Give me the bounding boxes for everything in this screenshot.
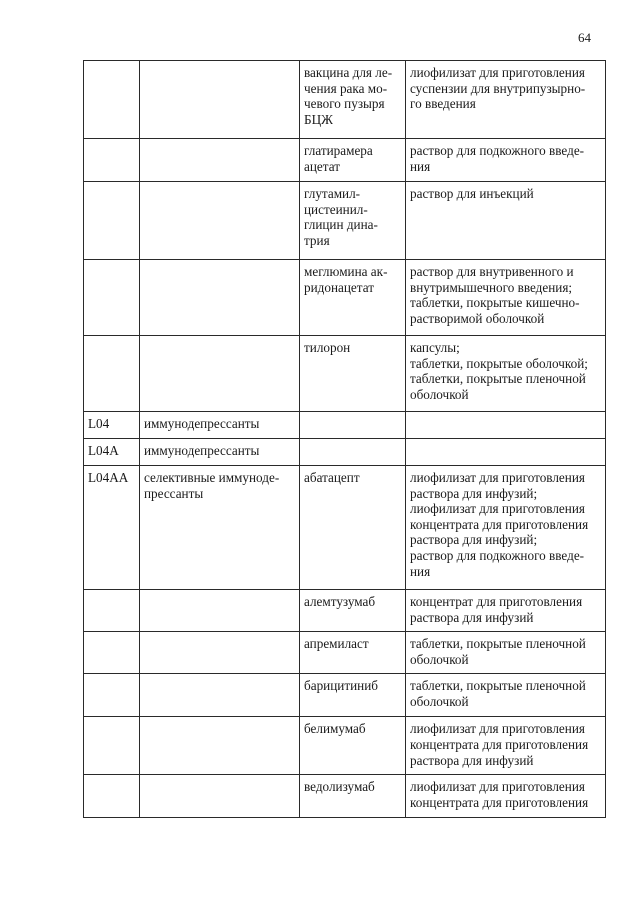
- atc-code-cell: L04A: [84, 439, 140, 466]
- atc-code-cell: [84, 139, 140, 182]
- drug-name-cell: меглюмина ак- ридонацетат: [300, 260, 406, 336]
- atc-code-cell: [84, 590, 140, 632]
- dosage-form-cell: лиофилизат для приготовления концентрата для приготовления: [406, 775, 606, 817]
- table-row: [84, 775, 606, 817]
- dosage-form-cell: таблетки, покрытые пленочной оболочкой: [406, 674, 606, 717]
- table-row: [84, 717, 606, 775]
- drug-table: [83, 60, 606, 818]
- drug-name-cell: глатирамера ацетат: [300, 139, 406, 182]
- group-cell: иммунодепрессанты: [140, 412, 300, 439]
- group-cell: [140, 61, 300, 139]
- table-row: [84, 336, 606, 412]
- table-row: [84, 412, 606, 439]
- table-row: [84, 590, 606, 632]
- drug-name-cell: [300, 412, 406, 439]
- page-number: 64: [578, 30, 591, 45]
- group-cell: [140, 336, 300, 412]
- table-row: [84, 139, 606, 182]
- drug-name-cell: ведолизумаб: [300, 775, 406, 817]
- drug-name-cell: [300, 439, 406, 466]
- atc-code-cell: [84, 61, 140, 139]
- dosage-form-cell: раствор для подкожного введе- ния: [406, 139, 606, 182]
- atc-code-cell: [84, 674, 140, 717]
- group-cell: [140, 775, 300, 817]
- group-cell: иммунодепрессанты: [140, 439, 300, 466]
- atc-code-cell: L04: [84, 412, 140, 439]
- dosage-form-cell: [406, 412, 606, 439]
- dosage-form-cell: лиофилизат для приготовления концентрата для приготовления раствора для инфузий: [406, 717, 606, 775]
- dosage-form-cell: капсулы; таблетки, покрытые оболочкой; таблетки, покрытые пленочной оболочкой: [406, 336, 606, 412]
- table-row: [84, 439, 606, 466]
- group-cell: [140, 717, 300, 775]
- dosage-form-cell: раствор для инъекций: [406, 182, 606, 260]
- drug-name-cell: алемтузумаб: [300, 590, 406, 632]
- drug-table-body: [84, 61, 606, 818]
- group-cell: [140, 139, 300, 182]
- atc-code-cell: [84, 182, 140, 260]
- drug-name-cell: барицитиниб: [300, 674, 406, 717]
- table-row: [84, 260, 606, 336]
- dosage-form-cell: концентрат для приготовления раствора для инфузий: [406, 590, 606, 632]
- atc-code-cell: [84, 336, 140, 412]
- drug-name-cell: глутамил- цистеинил- глицин дина- трия: [300, 182, 406, 260]
- dosage-form-cell: раствор для внутривенного и внутримышечного введения; таблетки, покрытые кишечно- растворимой оболочкой: [406, 260, 606, 336]
- dosage-form-cell: [406, 439, 606, 466]
- dosage-form-cell: лиофилизат для приготовления раствора для инфузий; лиофилизат для приготовления концентрата для приготовления раствора для инфузий; раствор для подкожного введе- ния: [406, 466, 606, 590]
- table-row: [84, 466, 606, 590]
- group-cell: селективные иммуноде- прессанты: [140, 466, 300, 590]
- group-cell: [140, 590, 300, 632]
- drug-name-cell: абатацепт: [300, 466, 406, 590]
- group-cell: [140, 674, 300, 717]
- table-row: [84, 182, 606, 260]
- table-row: [84, 61, 606, 139]
- table-row: [84, 632, 606, 674]
- drug-name-cell: тилорон: [300, 336, 406, 412]
- atc-code-cell: [84, 260, 140, 336]
- dosage-form-cell: лиофилизат для приготовления суспензии для внутрипузырно- го введения: [406, 61, 606, 139]
- group-cell: [140, 632, 300, 674]
- atc-code-cell: [84, 775, 140, 817]
- group-cell: [140, 260, 300, 336]
- atc-code-cell: [84, 717, 140, 775]
- group-cell: [140, 182, 300, 260]
- atc-code-cell: L04AA: [84, 466, 140, 590]
- drug-name-cell: вакцина для ле- чения рака мо- чевого пузыря БЦЖ: [300, 61, 406, 139]
- dosage-form-cell: таблетки, покрытые пленочной оболочкой: [406, 632, 606, 674]
- drug-name-cell: апремиласт: [300, 632, 406, 674]
- table-row: [84, 674, 606, 717]
- drug-name-cell: белимумаб: [300, 717, 406, 775]
- atc-code-cell: [84, 632, 140, 674]
